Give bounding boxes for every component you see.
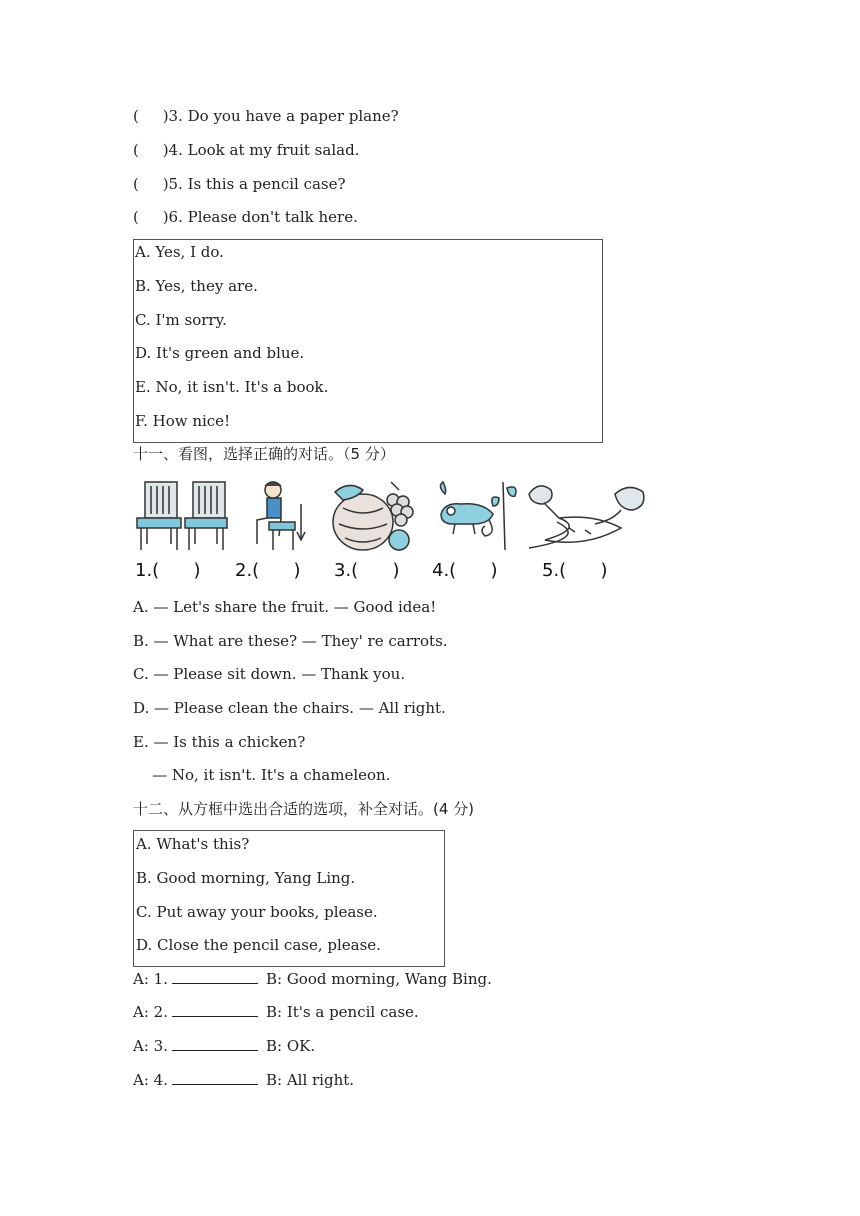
option-a: A. Yes, I do. <box>135 243 224 261</box>
dialog-option-a: A. — Let's share the fruit. — Good idea! <box>133 598 437 616</box>
answer-blank[interactable] <box>172 1036 258 1051</box>
choice-box <box>133 830 445 967</box>
dialog-option-e-reply: — No, it isn't. It's a chameleon. <box>133 766 391 784</box>
option-d: D. It's green and blue. <box>135 344 305 362</box>
picture-3-label[interactable]: 3.( ) <box>334 560 400 581</box>
boy-sitting-picture <box>249 478 309 554</box>
picture-row <box>133 478 653 584</box>
choice-c: C. Put away your books, please. <box>136 903 378 921</box>
picture-4-label[interactable]: 4.( ) <box>432 560 498 581</box>
speaker-a: A: 4. <box>133 1071 168 1089</box>
option-e: E. No, it isn't. It's a book. <box>135 378 329 396</box>
question-3 <box>133 106 399 126</box>
question-5 <box>133 174 346 194</box>
choice-d: D. Close the pencil case, please. <box>136 936 381 954</box>
dialog-option-d: D. — Please clean the chairs. — All right. <box>133 699 446 717</box>
dialog-line-1 <box>133 969 492 989</box>
answer-blank[interactable] <box>172 969 258 984</box>
dialog-line-4 <box>133 1070 354 1090</box>
speaker-a: A: 3. <box>133 1037 168 1055</box>
carrots-picture <box>525 478 649 554</box>
picture-2-label[interactable]: 2.( ) <box>235 560 301 581</box>
question-4 <box>133 140 359 160</box>
answer-paren[interactable]: ( ) <box>133 208 169 226</box>
speaker-a: A: 1. <box>133 970 168 988</box>
section-12-heading: 十二、从方框中选出合适的选项，补全对话。(4 分) <box>133 800 475 818</box>
dialog-option-b: B. — What are these? — They' re carrots. <box>133 632 448 650</box>
chairs-picture <box>133 478 229 554</box>
dialog-line-2 <box>133 1002 419 1022</box>
picture-1-label[interactable]: 1.( ) <box>135 560 201 581</box>
option-c: C. I'm sorry. <box>135 311 227 329</box>
dialog-line-3 <box>133 1036 315 1056</box>
speaker-b: B: It's a pencil case. <box>265 1003 419 1021</box>
section-11-heading: 十一、看图，选择正确的对话。（5 分） <box>133 445 395 463</box>
option-f: F. How nice! <box>135 412 231 430</box>
speaker-b: B: All right. <box>265 1071 355 1089</box>
option-b: B. Yes, they are. <box>135 277 258 295</box>
choice-b: B. Good morning, Yang Ling. <box>136 869 356 887</box>
answer-blank[interactable] <box>172 1002 258 1017</box>
question-text: 3. Do you have a paper plane? <box>168 107 399 125</box>
answer-paren[interactable]: ( ) <box>133 107 169 125</box>
dialog-option-e: E. — Is this a chicken? <box>133 733 306 751</box>
question-6 <box>133 207 358 227</box>
question-text: 6. Please don't talk here. <box>168 208 358 226</box>
speaker-b: B: Good morning, Wang Bing. <box>265 970 492 988</box>
answer-paren[interactable]: ( ) <box>133 141 169 159</box>
picture-5-label[interactable]: 5.( ) <box>542 560 608 581</box>
question-text: 4. Look at my fruit salad. <box>168 141 360 159</box>
chameleon-picture <box>433 478 521 554</box>
answer-blank[interactable] <box>172 1070 258 1085</box>
answer-options-box <box>133 239 603 443</box>
dialog-option-c: C. — Please sit down. — Thank you. <box>133 665 406 683</box>
speaker-b: B: OK. <box>265 1037 316 1055</box>
speaker-a: A: 2. <box>133 1003 168 1021</box>
question-text: 5. Is this a pencil case? <box>168 175 346 193</box>
answer-paren[interactable]: ( ) <box>133 175 169 193</box>
choice-a: A. What's this? <box>136 835 250 853</box>
fruit-picture <box>329 478 425 554</box>
